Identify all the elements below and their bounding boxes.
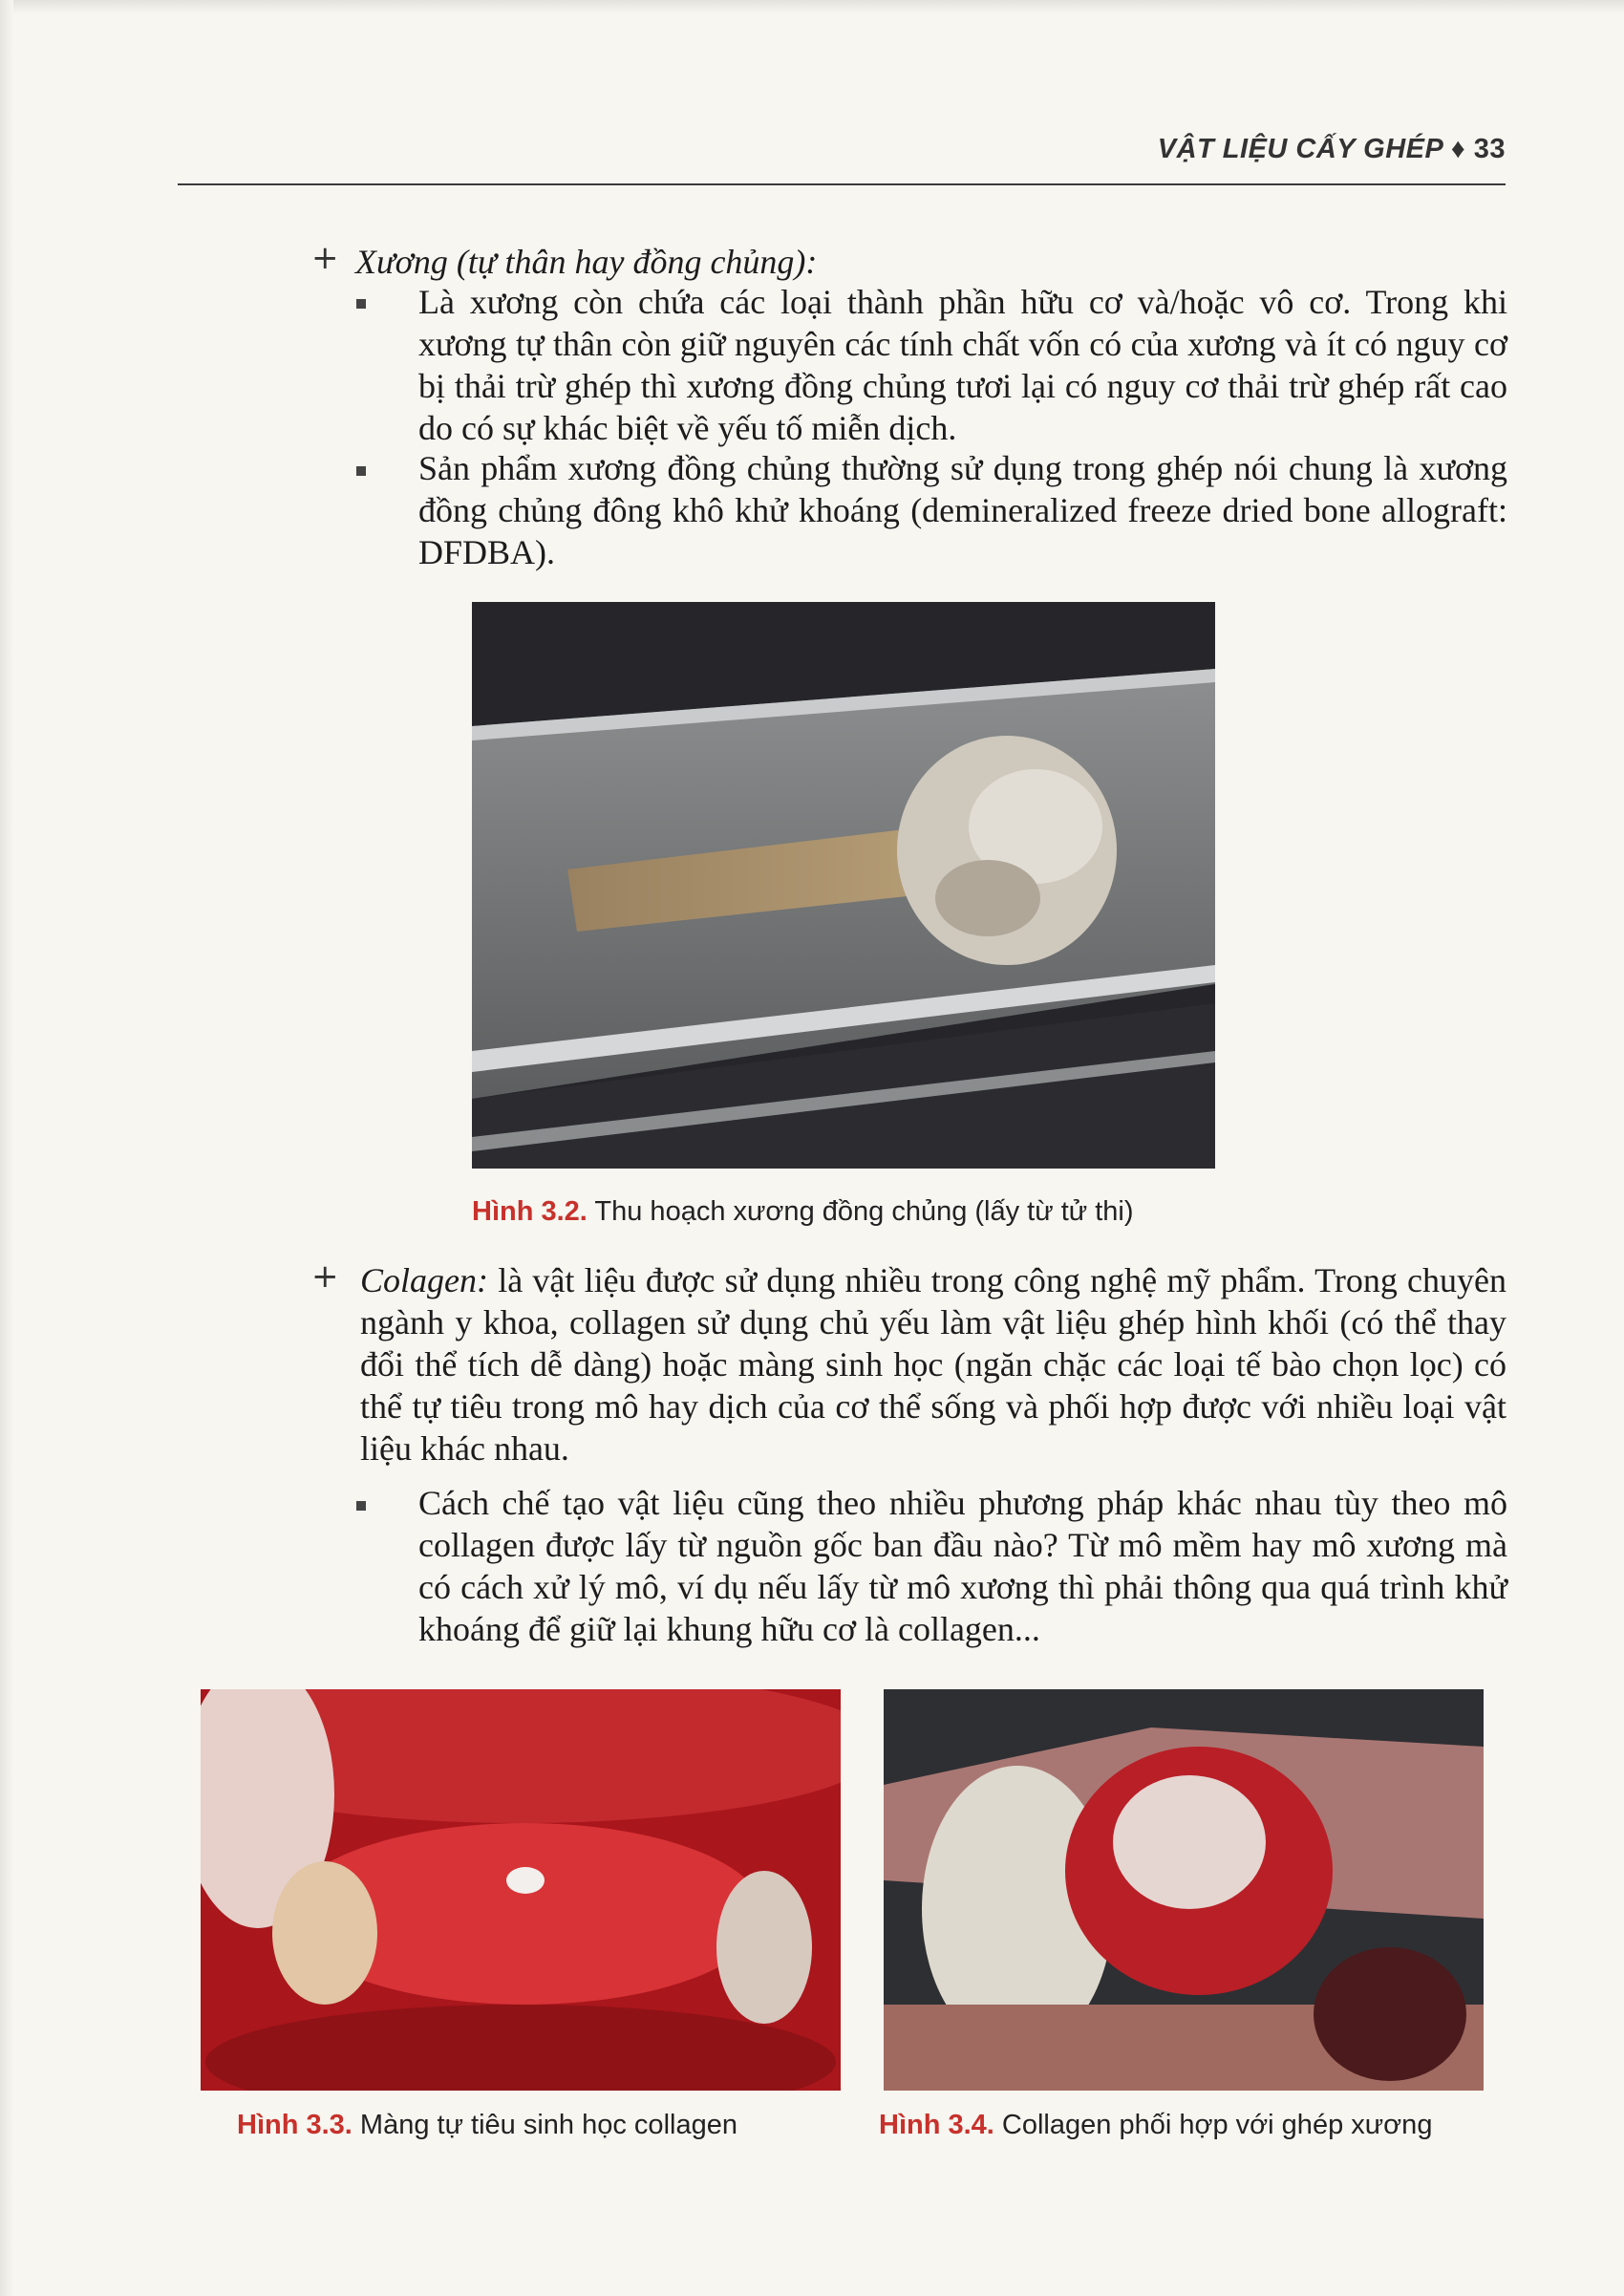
figure-3-2-photo: [472, 602, 1215, 1169]
plus-bullet-icon: +: [311, 1257, 339, 1296]
figure-3-4-caption-text: Collagen phối hợp với ghép xương: [1001, 2110, 1433, 2140]
bone-harvest-image: [472, 602, 1215, 1169]
diamond-separator: ♦: [1450, 134, 1466, 164]
bone-heading-text: Xương (tự thân hay đồng chủng):: [355, 243, 818, 281]
collagen-bullet-1-text: Cách chế tạo vật liệu cũng theo nhiều phương pháp khác nhau tùy theo mô collagen được lấy từ nguồn gốc ban đầu nào? Từ mô mềm hay mô xương mà có cách xử lý mô, ví dụ nếu lấy từ mô xương thì phải thông qua quá trình khử khoáng để giữ lại khung hữu cơ là collagen...: [418, 1484, 1507, 1648]
figure-3-4-caption: [879, 2110, 1432, 2141]
collagen-paragraph: [360, 1259, 1506, 1470]
bone-bullet-1-text: Là xương còn chứa các loại thành phần hữu cơ và/hoặc vô cơ. Trong khi xương tự thân còn giữ nguyên các tính chất vốn có của xương và ít có nguy cơ bị thải trừ ghép thì xương đồng chủng tươi lại có nguy cơ thải trừ ghép rất cao do có sự khác biệt về yếu tố miễn dịch.: [418, 283, 1507, 447]
collagen-heading: Colagen:: [360, 1261, 488, 1299]
header-text: [1158, 134, 1506, 165]
collagen-text: là vật liệu được sử dụng nhiều trong công nghệ mỹ phẩm. Trong chuyên ngành y khoa, collagen sử dụng chủ yếu làm vật liệu ghép hình khối (có thể thay đổi thể tích dễ dàng) hoặc màng sinh học (ngăn chặc các loại tế bào chọn lọc) có thể tự tiêu trong mô hay dịch của cơ thể sống và phối hợp được với nhiều loại vật liệu khác nhau.: [360, 1261, 1507, 1468]
scan-edge-top: [0, 0, 1624, 13]
scan-edge-left: [0, 0, 13, 2296]
square-bullet-icon: [356, 1501, 366, 1511]
figure-3-4-label: Hình 3.4.: [879, 2110, 994, 2140]
figure-3-2-caption-text: Thu hoạch xương đồng chủng (lấy từ tử thi): [594, 1196, 1134, 1227]
header-title: VẬT LIỆU CẤY GHÉP: [1157, 134, 1443, 164]
figure-3-3-label: Hình 3.3.: [237, 2110, 353, 2140]
collagen-bone-graft-image: [884, 1689, 1484, 2091]
bone-bullet-1: [418, 281, 1507, 449]
bone-bullet-2-text: Sản phẩm xương đồng chủng thường sử dụng trong ghép nói chung là xương đồng chủng đông khô khử khoáng (demineralized freeze dried bone allograft: DFDBA).: [418, 449, 1507, 571]
square-bullet-icon: [356, 466, 366, 476]
plus-bullet-icon: +: [311, 239, 339, 277]
bone-bullet-2: [418, 447, 1507, 573]
page-number: 33: [1473, 134, 1506, 164]
bone-heading: [355, 241, 929, 283]
running-header: [178, 128, 1506, 185]
collagen-bullet-1: [418, 1482, 1507, 1650]
figure-3-3-caption: [237, 2110, 737, 2141]
square-bullet-icon: [356, 299, 366, 309]
figure-3-3-caption-text: Màng tự tiêu sinh học collagen: [359, 2110, 737, 2140]
collagen-membrane-image: [201, 1689, 841, 2091]
figure-3-3-photo: [201, 1689, 841, 2091]
figure-3-4-photo: [884, 1689, 1484, 2091]
figure-3-2-caption: [472, 1196, 1134, 1228]
figure-3-2-label: Hình 3.2.: [472, 1196, 588, 1227]
